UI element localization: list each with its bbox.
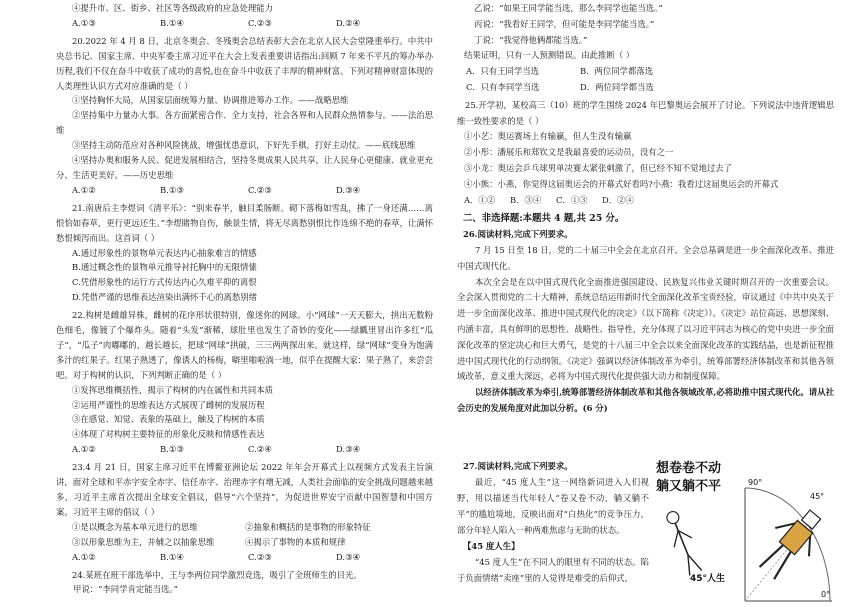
question-stem: 21.南唐后主李煜词《清平乐》：“别来春半，触目柔肠断。砌下落梅如雪乱，拂了一身还满……离恨恰如春草，更行更远还生。”李煜睹物自伤，触景生情，将无尽离愁别恨比作连绵不绝的春草，让满怀愁恨倾泻而出。这首词（ ） — [56, 202, 433, 243]
statement-item: ①坚持胸怀大局，从国家层面统筹力量、协调推进筹办工作。——战略思维 — [72, 95, 349, 106]
question-title: 27.阅读材料,完成下列要求。 — [463, 461, 573, 471]
option-a: A．只有王同学当选 — [466, 66, 540, 77]
statement-item: ③坚持主动防范应对各种风险挑战，增强忧患意识，下好先手棋，打好主动仗。——底线思维 — [72, 140, 416, 151]
statement-item: ③在感觉、知觉、表象的基础上，触及了构树的本质 — [72, 414, 265, 425]
label-45-degree: 45° — [810, 492, 825, 501]
statement-item: ③小龙：奥运会乒乓球男单决赛太紧张刺激了，但已经不知不觉地过去了 — [464, 162, 732, 173]
option-a: A.①③ — [72, 17, 96, 28]
statement-item: ②坚持集中力量办大事。各方面紧密合作、全力支持，社会各界和人民群众热情参与。——法治思维 — [56, 110, 433, 136]
question-20 — [56, 34, 433, 198]
q19-options — [56, 16, 433, 31]
option-b: B.①③ — [160, 184, 184, 195]
material-paragraph: 本次全会是在以中国式现代化全面推进强国建设、民族复兴伟业关键时期召开的一次重要会议。全会深入贯彻党的二十大精神，系统总结运用新时代全面深化改革宝贵经验，审议通过《中共中央关于进一步全面深化改革、推进中国式现代化的决定》（以下简称《决定》）。《决定》站位高远、思想深刻、内涵丰富，具有鲜明的思想性、战略性、指导性，充分体现了以习近平同志为核心的党中央进一步全面深化改革的坚定决心和巨大勇气，是党的十八届三中全会以来全面深化改革的实践结晶，也是新征程推进中国式现代化的行动纲领。《决定》强调以经济体制改革为牵引，统筹部署经济体制改革和其他各领域改革，意义重大深远，必将为中国式现代化提供强大动力和制度保障。 — [457, 276, 834, 382]
label-0-degree: 0° — [821, 590, 831, 599]
q22-options — [56, 442, 433, 457]
option-a: A.①② — [72, 184, 96, 195]
material-paragraph: “45 度人生”在不同人的眼里有不同的状态。陷于负面情绪“卖座”里的人觉得是难受的后仰式， — [457, 557, 649, 583]
option-d: D.凭借严谨的思维表达渲染出满怀千心的离愁别绪 — [72, 292, 257, 303]
question-stem: 20.2022 年 4 月 8 日，北京冬奥会、冬残奥会总结表彰大会在北京人民大会堂隆重举行。中共中央总书记、国家主席、中央军委主席习近平在大会上发表重要讲话指出:回顾 7 年来不平凡的筹办举办历程,我们不仅在奋斗中收获了成功的喜悦,也在奋斗中收获了丰厚的精神财富。下列对精神财富体现的人类理性认识方式对应准确的是（ ） — [56, 35, 433, 91]
left-column — [56, 1, 433, 606]
label-90-degree: 90° — [748, 478, 763, 487]
option-a: A.通过形象性的景物单元表达内心抽象难言的情感 — [72, 247, 257, 258]
q20-options — [56, 183, 433, 198]
option-c: C．①③ — [556, 194, 588, 205]
option-d: D.②④ — [336, 17, 361, 28]
statement-row — [56, 520, 433, 535]
material-paragraph: 7 月 15 日至 18 日，党的二十届三中全会在北京召开。全会总基调是进一步全面深化改革、推进中国式现代化。 — [457, 244, 834, 271]
option-b: B.通过概念性的景物单元推导衬托胸中的无限情愫 — [72, 262, 257, 273]
question-stem: 22.构树是雌雄异株，雌树的花序形状很特别，像迷你的网球。小“网球”一天天膨大，拱出无数粉色细毛，像镀了个爆炸头。随着“头发”渐稀，球肚里也发生了奇妙的变化——绿瓤里冒出许多红“瓜子”，“瓜子”肉嘟嘟的，越长越长，把球“网球”拱破，三三两两探出来。就这样，绿“网球”变身为饱满多汁的红果子。红果子熟透了，像诱人的杨梅，噼里啪啦淌一地，似乎在提醒大家：果子熟了，来尝尝吧。对于构树的认识，下列判断正确的是（ ） — [56, 310, 433, 380]
statement-item: ④体现了对构树主要特征的形象化反映和情感性表达 — [72, 429, 265, 440]
person-body — [675, 523, 688, 555]
option-c: C．只有李同学当选 — [466, 81, 540, 92]
option-b: B.①③ — [160, 444, 184, 455]
statement-item: ①是以概念为基本单元进行的思维 — [72, 521, 198, 532]
robot-figure — [750, 500, 833, 587]
q19-item-4: ④提升市、区、街乡、社区等各级政府的应急处理能力 — [72, 3, 273, 13]
option-b: B.①④ — [160, 17, 184, 28]
statement-item: ②小彤：潘展乐和郑钦文是我最喜爱的运动员，没有之一 — [464, 147, 674, 158]
statement-jia: 甲说：“李同学肯定能当选。” — [73, 584, 178, 595]
option-a: A.①② — [72, 551, 96, 562]
statement-item: ②抽象和概括的是事物的形象特征 — [245, 521, 371, 532]
cartoon-title-line-1: 想卷卷不动 — [656, 461, 722, 476]
q23-options — [56, 550, 433, 565]
option-d: D.③④ — [336, 551, 361, 562]
q24-options-row-2 — [457, 80, 834, 96]
option-a: A.①② — [72, 444, 96, 455]
option-c: C.②④ — [248, 444, 272, 455]
question-26 — [457, 227, 834, 417]
leaning-person-figure — [661, 508, 704, 577]
statement-item: ④小熊：小燕，你觉得这届奥运会的开幕式好看吗?小燕：我看过这届奥运会的开幕式 — [464, 178, 779, 189]
question-stem: 23.4 月 21 日，国家主席习近平在博鳌亚洲论坛 2022 年年会开幕式上以视频方式发表主旨演讲，面对全球和平赤字安全赤字、信任赤字、治理赤字有增无减，人类社会面临的安全挑战问题越来越多，习近平主席首次提出全球安全倡议，倡导“六个坚持”，为促进世界安宁贡献中国智慧和中国方案。习近平主席的倡议（ ） — [56, 462, 433, 517]
question-22 — [56, 308, 433, 457]
option-b: B．两位同学都落选 — [580, 66, 654, 77]
statement-item: ④坚持办奥和服务人民、促进发展相结合，坚持冬奥成果人民共享，让人民身心更健康、就业更充分、生活更美好。——历史思维 — [56, 155, 433, 180]
person-leg-left — [682, 555, 695, 576]
statement-item: ①发挥思维概括性，揭示了构树的内在属性和共同本质 — [72, 384, 273, 395]
section-title: 二、非选择题:本题共 4 题,共 25 分。 — [463, 213, 625, 225]
option-d: D．②④ — [602, 194, 634, 205]
statement-item: ④揭示了事物的本质和规律 — [245, 536, 346, 547]
option-c: C.凭借形象性的运行方式传达内心久难平抑的离恨 — [72, 277, 257, 288]
statement-item: ①小艺：奥运赛场上有输赢，但人生没有输赢 — [464, 131, 632, 142]
question-21 — [56, 201, 433, 305]
person-head — [665, 510, 681, 526]
statement-row — [56, 535, 433, 550]
statement-bing: 丙说：“我看好王同学，但可能是李同学能当选。” — [474, 18, 655, 29]
question-27 — [457, 458, 649, 586]
option-d: D.③④ — [336, 184, 361, 195]
q25-options — [457, 193, 834, 209]
question-24-start — [56, 568, 433, 598]
option-c: C.②③ — [248, 17, 272, 28]
cartoon-title-line-2: 躺又躺不平 — [656, 479, 722, 494]
question-25 — [457, 98, 834, 209]
option-d: D．两位同学都当选 — [580, 81, 654, 92]
question-task: 以经济体制改革为牵引,统筹部署经济体制改革和其他各领域改革,必将助推中国式现代化。请从社会历史的发展角度对此加以分析。(6 分) — [457, 387, 834, 413]
robot-leg-left — [760, 542, 784, 569]
cartoon-45-degree-life — [650, 455, 835, 605]
statement-ding: 丁说：“我觉得他俩都能当选。” — [474, 34, 588, 45]
material-paragraph: 最近，“45 度人生”这一网络新词进入人们视野，用以描述当代年轻人“卷又卷不动，躺又躺不平”的尴尬境地，反映出面对“白热化”的竞争压力，部分年轻人陷入一种两难焦虑与无助的状态。 — [457, 477, 649, 535]
cartoon-label: 45°人生 — [690, 574, 726, 584]
option-b: B．③④ — [510, 194, 542, 205]
question-title: 26.阅读材料,完成下列要求。 — [463, 229, 573, 240]
option-b: B.①④ — [160, 551, 184, 562]
statement-yi: 乙说：“如果王同学能当选，那么李同学也能当选。” — [474, 3, 663, 13]
option-c: C.②③ — [248, 551, 272, 562]
question-conclusion: 结果证明，只有一人预测错误。由此推断（ ） — [464, 50, 635, 61]
material-heading: 【45 度人生】 — [463, 541, 520, 551]
question-stem: 24.某班在班干部选举中，王与李两位同学激烈竞选，吸引了全班师生的目光。 — [72, 569, 362, 580]
question-stem: 25.开学初，某校高三（10）班的学生围绕 2024 年巴黎奥运会展开了讨论。下列说法中违背逻辑思维一致性要求的是（ ） — [457, 99, 834, 126]
option-c: C.②③ — [248, 184, 272, 195]
question-23 — [56, 460, 433, 564]
statement-item: ②运用严谨性的思维表达方式展现了雌树的发展历程 — [72, 399, 265, 410]
statement-item: ③以形象思维为主，并辅之以抽象思维 — [72, 536, 215, 547]
option-a: A．①② — [464, 194, 496, 205]
option-d: D.③④ — [336, 444, 361, 455]
q24-options-row-1 — [457, 64, 834, 80]
